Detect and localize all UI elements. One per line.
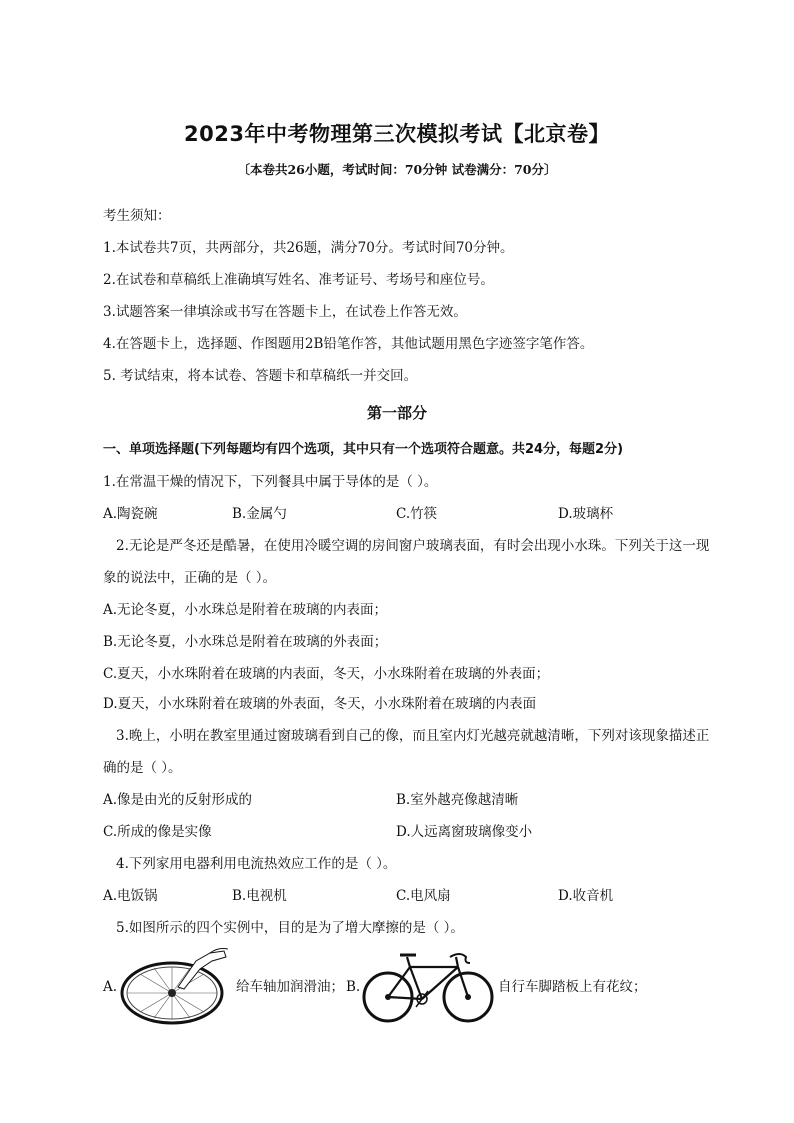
part-title: 第一部分 xyxy=(366,404,427,422)
bicycle-illustration xyxy=(360,943,496,1025)
question-stem: 1.在常温干燥的情况下，下列餐具中属于导体的是（ ）。 xyxy=(103,474,438,490)
question-stem: 4.下列家用电器利用电流热效应工作的是（ ）。 xyxy=(116,856,397,872)
option-text: 给车轴加润滑油； xyxy=(236,979,344,995)
notice-heading: 考生须知： xyxy=(103,208,171,224)
page-subtitle: 〔本卷共26小题，考试时间：70分钟 试卷满分：70分〕 xyxy=(237,162,557,177)
answer-option: C.电风扇 xyxy=(396,888,451,904)
question-stem: 象的说法中，正确的是（ ）。 xyxy=(103,570,277,586)
question-stem: 3.晚上，小明在教室里通过窗玻璃看到自己的像，而且室内灯光越亮就越清晰，下列对该现象描述正 xyxy=(116,728,710,744)
answer-option: B.电视机 xyxy=(232,888,287,904)
notice-item: 5. 考试结束，将本试卷、答题卡和草稿纸一并交回。 xyxy=(103,368,418,384)
answer-option: C.所成的像是实像 xyxy=(103,824,212,840)
notice-item: 4.在答题卡上，选择题、作图题用2B铅笔作答，其他试题用黑色字迹签字笔作答。 xyxy=(103,336,594,352)
answer-option: D.人远离窗玻璃像变小 xyxy=(396,824,533,840)
notice-item: 1.本试卷共7页，共两部分，共26题，满分70分。考试时间70分钟。 xyxy=(103,240,514,256)
question-stem: 5.如图所示的四个实例中，目的是为了增大摩擦的是（ ）。 xyxy=(116,920,464,936)
question-stem: 确的是（ ）。 xyxy=(103,760,182,776)
notice-item: 2.在试卷和草稿纸上准确填写姓名、准考证号、考场号和座位号。 xyxy=(103,272,494,288)
answer-option: C.竹筷 xyxy=(396,506,438,522)
answer-option: A.陶瓷碗 xyxy=(103,506,158,522)
answer-option: C.夏天，小水珠附着在玻璃的内表面，冬天，小水珠附着在玻璃的外表面； xyxy=(103,666,550,682)
option-text: 自行车脚踏板上有花纹； xyxy=(498,979,647,995)
answer-option: A.无论冬夏，小水珠总是附着在玻璃的内表面； xyxy=(103,602,388,618)
notice-item: 3.试题答案一律填涂或书写在答题卡上，在试卷上作答无效。 xyxy=(103,304,467,320)
answer-option: D.收音机 xyxy=(558,888,614,904)
answer-option: D.玻璃杯 xyxy=(558,506,614,522)
answer-option: B.室外越亮像越清晰 xyxy=(396,792,519,808)
answer-option: A.电饭锅 xyxy=(103,888,158,904)
answer-option: A.像是由光的反射形成的 xyxy=(103,792,253,808)
section-heading: 一、单项选择题(下列每题均有四个选项，其中只有一个选项符合题意。共24分，每题2分) xyxy=(103,442,624,457)
page-title: 2023年中考物理第三次模拟考试【北京卷】 xyxy=(184,122,610,146)
wheel-oiling-illustration xyxy=(118,947,234,1025)
answer-option: D.夏天，小水珠附着在玻璃的外表面，冬天，小水珠附着在玻璃的内表面 xyxy=(103,696,537,712)
answer-option: B.金属勺 xyxy=(232,506,287,522)
option-letter: B. xyxy=(346,979,361,995)
option-letter: A. xyxy=(103,979,118,995)
question-stem: 2.无论是严冬还是酷暑，在使用冷暖空调的房间窗户玻璃表面，有时会出现小水珠。下列关于这一现 xyxy=(116,538,710,554)
answer-option: B.无论冬夏，小水珠总是附着在玻璃的外表面； xyxy=(103,634,388,650)
